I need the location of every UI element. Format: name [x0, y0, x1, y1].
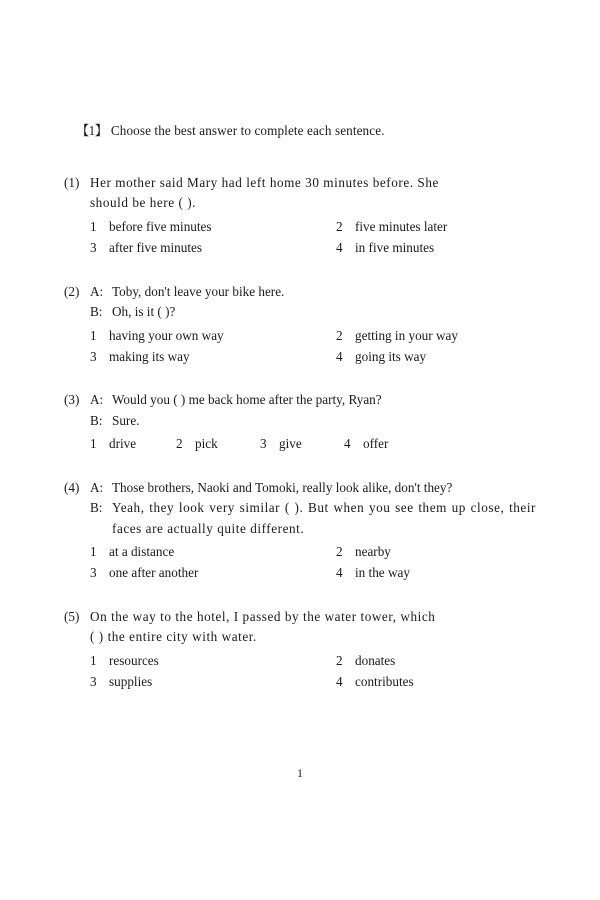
choice-option[interactable]: [336, 237, 536, 258]
question-text-line: should be here ( ).: [90, 195, 197, 211]
choice-number: 4: [336, 565, 343, 581]
question-stem: [64, 478, 536, 539]
choice-number: 1: [90, 327, 97, 343]
choice-group: [64, 433, 536, 454]
choice-group: [64, 650, 536, 693]
choice-option[interactable]: [344, 433, 536, 454]
choice-label: making its way: [109, 348, 190, 364]
question-number: (2): [64, 283, 80, 299]
question-item: [64, 173, 536, 259]
choice-label: give: [279, 436, 302, 452]
question-stem-continued: [64, 627, 536, 647]
choice-label: pick: [195, 436, 218, 452]
choice-number: 4: [336, 348, 343, 364]
choice-label: going its way: [355, 348, 427, 364]
question-list: [64, 173, 536, 692]
dialogue-block: [90, 282, 536, 323]
choice-option[interactable]: [176, 433, 260, 454]
question-stem-continued: [64, 193, 536, 213]
choice-number: 2: [336, 327, 343, 343]
dialogue-text: Those brothers, Naoki and Tomoki, really look alike, don't they?: [112, 479, 453, 495]
choice-label: contributes: [355, 673, 414, 689]
choice-number: 4: [336, 240, 343, 256]
choice-option[interactable]: [90, 325, 336, 346]
choice-label: at a distance: [109, 543, 175, 559]
choice-option[interactable]: [336, 562, 536, 583]
choice-option[interactable]: [90, 562, 336, 583]
question-item: [64, 390, 536, 454]
dialogue-speaker: A:: [90, 392, 104, 408]
question-number: (3): [64, 392, 80, 408]
choice-option[interactable]: [90, 671, 336, 692]
dialogue-line: [90, 282, 536, 302]
choice-number: 3: [90, 240, 97, 256]
choice-number: 3: [260, 436, 267, 452]
choice-option[interactable]: [260, 433, 344, 454]
choice-number: 2: [336, 218, 343, 234]
choice-label: after five minutes: [109, 240, 203, 256]
instruction-text: Choose the best answer to complete each sentence.: [110, 123, 385, 138]
question-number: (1): [64, 175, 80, 190]
dialogue-speaker: A:: [90, 283, 104, 299]
choice-option[interactable]: [336, 216, 536, 237]
dialogue-line: [90, 302, 536, 322]
choice-label: offer: [363, 436, 389, 452]
dialogue-speaker: B:: [90, 412, 103, 428]
choice-option[interactable]: [336, 671, 536, 692]
choice-option[interactable]: [90, 346, 336, 367]
choice-label: nearby: [355, 543, 391, 559]
choice-label: donates: [355, 652, 396, 668]
choice-number: 3: [90, 565, 97, 581]
choice-label: five minutes later: [355, 218, 448, 234]
question-item: [64, 478, 536, 584]
choice-number: 1: [90, 436, 97, 452]
dialogue-line: [90, 411, 536, 431]
choice-option[interactable]: [90, 216, 336, 237]
dialogue-block: [90, 390, 536, 431]
choice-option[interactable]: [90, 541, 336, 562]
dialogue-text: Sure.: [112, 412, 140, 428]
choice-option[interactable]: [336, 541, 536, 562]
choice-label: before five minutes: [109, 218, 212, 234]
choice-label: drive: [109, 436, 137, 452]
question-text-line: ( ) the entire city with water.: [90, 629, 257, 645]
choice-number: 1: [90, 543, 97, 559]
choice-label: in the way: [355, 565, 410, 581]
dialogue-line: [90, 390, 536, 410]
choice-group: [64, 325, 536, 368]
choice-option[interactable]: [336, 650, 536, 671]
choice-number: 3: [90, 673, 97, 689]
dialogue-line: [90, 478, 536, 498]
choice-label: one after another: [109, 565, 199, 581]
choice-number: 2: [176, 436, 183, 452]
question-stem: [64, 607, 536, 627]
dialogue-text: Toby, don't leave your bike here.: [112, 283, 285, 299]
question-text-line: On the way to the hotel, I passed by the water tower, which: [90, 608, 436, 624]
question-stem: [64, 282, 536, 323]
page-number: 1: [297, 766, 303, 780]
question-number: (5): [64, 608, 80, 624]
dialogue-line: [90, 498, 536, 539]
question-number: (4): [64, 479, 80, 495]
choice-label: in five minutes: [355, 240, 435, 256]
dialogue-speaker: B:: [90, 500, 103, 516]
choice-option[interactable]: [336, 346, 536, 367]
choice-label: supplies: [109, 673, 153, 689]
choice-label: resources: [109, 652, 159, 668]
choice-option[interactable]: [90, 433, 176, 454]
question-item: [64, 282, 536, 368]
choice-group: [64, 216, 536, 259]
instruction-marker: 【1】: [76, 123, 108, 138]
dialogue-text: Yeah, they look very similar ( ). But when you see them up close, their faces are actually quite different.: [112, 500, 536, 536]
choice-number: 1: [90, 652, 97, 668]
question-text-line: Her mother said Mary had left home 30 minutes before. She: [90, 175, 439, 190]
choice-number: 3: [90, 348, 97, 364]
instruction-line: [76, 120, 536, 139]
dialogue-text: Would you ( ) me back home after the party, Ryan?: [112, 392, 382, 408]
dialogue-speaker: B:: [90, 304, 103, 320]
dialogue-text: Oh, is it ( )?: [112, 304, 176, 320]
question-stem: [64, 390, 536, 431]
choice-label: getting in your way: [355, 327, 458, 343]
choice-number: 2: [336, 543, 343, 559]
choice-number: 2: [336, 652, 343, 668]
choice-option[interactable]: [336, 325, 536, 346]
question-item: [64, 607, 536, 693]
choice-number: 1: [90, 218, 97, 234]
choice-group: [64, 541, 536, 584]
choice-option[interactable]: [90, 237, 336, 258]
question-stem: [64, 173, 536, 193]
choice-option[interactable]: [90, 650, 336, 671]
choice-label: having your own way: [109, 327, 224, 343]
dialogue-speaker: A:: [90, 479, 104, 495]
dialogue-block: [90, 478, 536, 539]
choice-number: 4: [336, 673, 343, 689]
choice-number: 4: [344, 436, 351, 452]
